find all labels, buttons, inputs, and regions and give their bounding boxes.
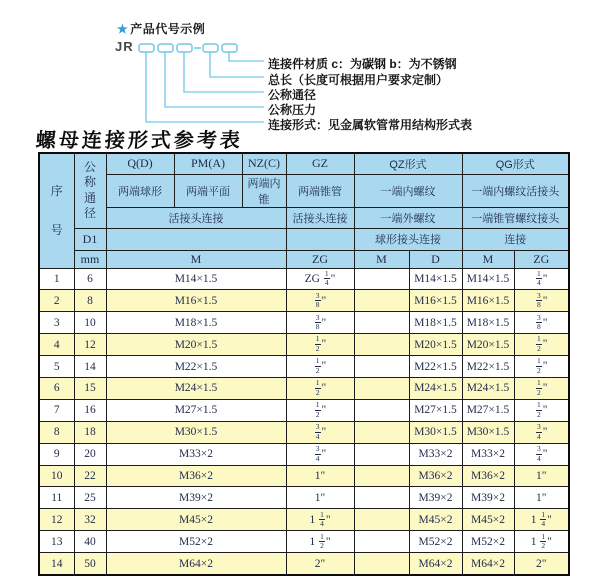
table-cell: M27×1.5 (462, 399, 514, 421)
table-cell: M52×2 (106, 531, 286, 553)
table-cell: M33×2 (409, 443, 462, 465)
header-code-qg: QG形式 (462, 153, 569, 174)
table-cell: 8 (39, 421, 74, 443)
table-cell (354, 487, 409, 509)
leader-line-conn-type (146, 52, 264, 122)
table-cell: M16×1.5 (409, 290, 462, 312)
table-cell: 8 (74, 290, 106, 312)
label-conn-type: 连接形式：见金属软管常用结构形式表 (268, 118, 473, 132)
table-cell: $\frac{3}{4}$ " (514, 443, 569, 465)
table-cell (354, 509, 409, 531)
table-cell: M18×1.5 (409, 312, 462, 334)
table-cell: M14×1.5 (409, 268, 462, 290)
table-cell: 4 (39, 334, 74, 356)
header-ball-conn: 球形接头连接 (354, 228, 462, 250)
table-cell: 14 (39, 553, 74, 575)
table-row (39, 312, 569, 334)
table-cell: 22 (74, 465, 106, 487)
table-cell: 6 (74, 268, 106, 290)
header-code-qz: QZ形式 (354, 153, 462, 174)
table-cell: 6 (39, 377, 74, 399)
header-ends-qd: 两端球形 (106, 174, 174, 207)
table-cell: $\frac{3}{4}$ " (514, 421, 569, 443)
header-ends-qz: 一端内螺纹 (354, 174, 462, 207)
table-cell (354, 443, 409, 465)
table-cell: 10 (39, 465, 74, 487)
table-cell (354, 465, 409, 487)
table-cell: M39×2 (409, 487, 462, 509)
code-prefix: JR (115, 39, 134, 54)
header-code-nzc: NZ(C) (242, 153, 286, 174)
table-cell: $\frac{1}{2}$ " (514, 334, 569, 356)
header-seq: 序号 (39, 153, 74, 268)
table-cell: 11 (39, 487, 74, 509)
table-title: 螺母连接形式参考表 (35, 130, 244, 152)
table-cell: 1 $\frac{1}{2}$ " (514, 531, 569, 553)
table-cell: M20×1.5 (106, 334, 286, 356)
table-cell: M22×1.5 (462, 356, 514, 378)
table-cell: M36×2 (462, 465, 514, 487)
table-cell: M45×2 (409, 509, 462, 531)
table-row (39, 531, 569, 553)
table-cell (354, 553, 409, 575)
table-cell: $\frac{3}{4}$ " (286, 443, 354, 465)
header-blank-2 (286, 228, 354, 250)
table-cell: M33×2 (106, 443, 286, 465)
table-cell: $\frac{1}{2}$ " (286, 356, 354, 378)
table-row (39, 334, 569, 356)
table-cell: 16 (74, 399, 106, 421)
table-cell: M24×1.5 (409, 377, 462, 399)
table-cell: M22×1.5 (106, 356, 286, 378)
header-unit-zg1: ZG (286, 250, 354, 268)
table-cell: M24×1.5 (462, 377, 514, 399)
table-cell: M64×2 (106, 553, 286, 575)
table-row (39, 399, 569, 421)
table-cell: 9 (39, 443, 74, 465)
table-cell: M64×2 (409, 553, 462, 575)
table-cell: M45×2 (106, 509, 286, 531)
table-cell: 13 (39, 531, 74, 553)
table-cell: M14×1.5 (462, 268, 514, 290)
table-cell: M33×2 (462, 443, 514, 465)
header-unit-zg2: ZG (514, 250, 569, 268)
table-cell: $\frac{3}{8}$ " (514, 290, 569, 312)
table-cell: 1" (286, 487, 354, 509)
table-cell: 12 (74, 334, 106, 356)
table-row (39, 268, 569, 290)
table-row (39, 487, 569, 509)
table-row (39, 553, 569, 575)
code-box-3 (177, 44, 192, 52)
diagram-heading-text: 产品代号示例 (130, 22, 206, 36)
table-cell: $\frac{3}{8}$ " (286, 312, 354, 334)
table-cell: 1" (286, 465, 354, 487)
table-cell: M39×2 (106, 487, 286, 509)
code-box-1 (139, 44, 154, 52)
table-cell: $\frac{1}{2}$ " (286, 399, 354, 421)
table-cell: 1" (514, 465, 569, 487)
header-dn: 公称通径 (74, 153, 106, 228)
label-diameter: 公称通径 (268, 88, 317, 102)
table-cell: M18×1.5 (462, 312, 514, 334)
table-cell: ZG $\frac{1}{4}$ " (286, 268, 354, 290)
table-cell: 2" (286, 553, 354, 575)
table-cell: $\frac{1}{2}$ " (286, 334, 354, 356)
table-cell (354, 399, 409, 421)
table-row (39, 509, 569, 531)
table-cell: $\frac{3}{8}$ " (286, 290, 354, 312)
table-cell (354, 531, 409, 553)
table-cell: 1 $\frac{1}{4}$ " (286, 509, 354, 531)
header-code-pma: PM(A) (174, 153, 242, 174)
table-cell: 2 (39, 290, 74, 312)
table-row (39, 290, 569, 312)
table-cell: $\frac{1}{2}$ " (514, 399, 569, 421)
header-unit-m2: M (354, 250, 409, 268)
table-cell: M30×1.5 (409, 421, 462, 443)
table-cell: 18 (74, 421, 106, 443)
table-cell: M14×1.5 (106, 268, 286, 290)
reference-table (38, 152, 570, 576)
table-cell: 15 (74, 377, 106, 399)
table-cell: 50 (74, 553, 106, 575)
leader-line-diameter (184, 52, 264, 92)
table-cell: 2" (514, 553, 569, 575)
table-cell: M27×1.5 (409, 399, 462, 421)
code-box-2 (158, 44, 173, 52)
table-cell: 25 (74, 487, 106, 509)
leader-line-length (210, 52, 264, 77)
table-body (39, 268, 569, 575)
header-ends-qg: 一端内螺纹活接头 (462, 174, 569, 207)
header-blank-1 (106, 228, 286, 250)
leader-line-pressure (165, 52, 264, 107)
table-row (39, 443, 569, 465)
table-cell (354, 312, 409, 334)
label-length: 总长（长度可根据用户要求定制） (268, 73, 449, 87)
table-cell (354, 334, 409, 356)
table-cell: 1 $\frac{1}{4}$ " (514, 509, 569, 531)
code-box-4 (203, 44, 218, 52)
table-cell: M52×2 (409, 531, 462, 553)
table-cell (354, 290, 409, 312)
header-ends-nzc: 两端内锥 (242, 174, 286, 207)
header-conn-gz: 活接头连接 (286, 207, 354, 228)
table-cell: 1 $\frac{1}{2}$ " (286, 531, 354, 553)
header-ends-gz: 两端锥管 (286, 174, 354, 207)
table-cell: $\frac{3}{4}$ " (286, 421, 354, 443)
header-code-gz: GZ (286, 153, 354, 174)
table-cell: M20×1.5 (462, 334, 514, 356)
table-cell (354, 377, 409, 399)
label-pressure: 公称压力 (268, 103, 317, 117)
header-conn: 连接 (462, 228, 569, 250)
table-cell (354, 356, 409, 378)
table-cell: 10 (74, 312, 106, 334)
table-cell: 7 (39, 399, 74, 421)
header-unit-m3: M (462, 250, 514, 268)
header-ends-pma: 两端平面 (174, 174, 242, 207)
table-cell: $\frac{1}{2}$ " (514, 356, 569, 378)
table-cell: M52×2 (462, 531, 514, 553)
table-cell: 20 (74, 443, 106, 465)
table-cell: M24×1.5 (106, 377, 286, 399)
table-cell: M22×1.5 (409, 356, 462, 378)
table-cell: M36×2 (106, 465, 286, 487)
table-cell: M20×1.5 (409, 334, 462, 356)
table-cell (354, 421, 409, 443)
table-cell: 32 (74, 509, 106, 531)
star-icon: ★ (117, 22, 129, 36)
table-cell: M27×1.5 (106, 399, 286, 421)
table-cell: 1" (514, 487, 569, 509)
table-cell: M30×1.5 (462, 421, 514, 443)
table-cell: 1 (39, 268, 74, 290)
table-cell: M18×1.5 (106, 312, 286, 334)
table-cell: M64×2 (462, 553, 514, 575)
header-code-qd: Q(D) (106, 153, 174, 174)
table-cell: $\frac{1}{2}$ " (514, 377, 569, 399)
table-cell: 40 (74, 531, 106, 553)
table-cell: 5 (39, 356, 74, 378)
table-cell: M39×2 (462, 487, 514, 509)
leader-line-material (229, 52, 264, 61)
label-material: 连接件材质 c：为碳钢 b：为不锈钢 (268, 57, 457, 71)
table-row (39, 421, 569, 443)
table-cell: M30×1.5 (106, 421, 286, 443)
header-conn-union: 活接头连接 (106, 207, 286, 228)
header-mm: mm (74, 250, 106, 268)
table-cell (354, 268, 409, 290)
code-box-5 (222, 44, 237, 52)
table-row (39, 356, 569, 378)
table-cell: $\frac{1}{4}$ " (514, 268, 569, 290)
header-unit-d: D (409, 250, 462, 268)
table-cell: M36×2 (409, 465, 462, 487)
table-cell: M45×2 (462, 509, 514, 531)
table-row (39, 465, 569, 487)
table-cell: $\frac{3}{8}$ " (514, 312, 569, 334)
table-cell: M16×1.5 (462, 290, 514, 312)
table-cell: 14 (74, 356, 106, 378)
table-cell: 3 (39, 312, 74, 334)
header-conn-qz: 一端外螺纹 (354, 207, 462, 228)
header-unit-m1: M (106, 250, 286, 268)
table-row (39, 377, 569, 399)
header-d1: D1 (74, 228, 106, 250)
table-cell: 12 (39, 509, 74, 531)
header-conn-qg: 一端锥管螺纹接头 (462, 207, 569, 228)
table-cell: M16×1.5 (106, 290, 286, 312)
table-cell: $\frac{1}{2}$ " (286, 377, 354, 399)
